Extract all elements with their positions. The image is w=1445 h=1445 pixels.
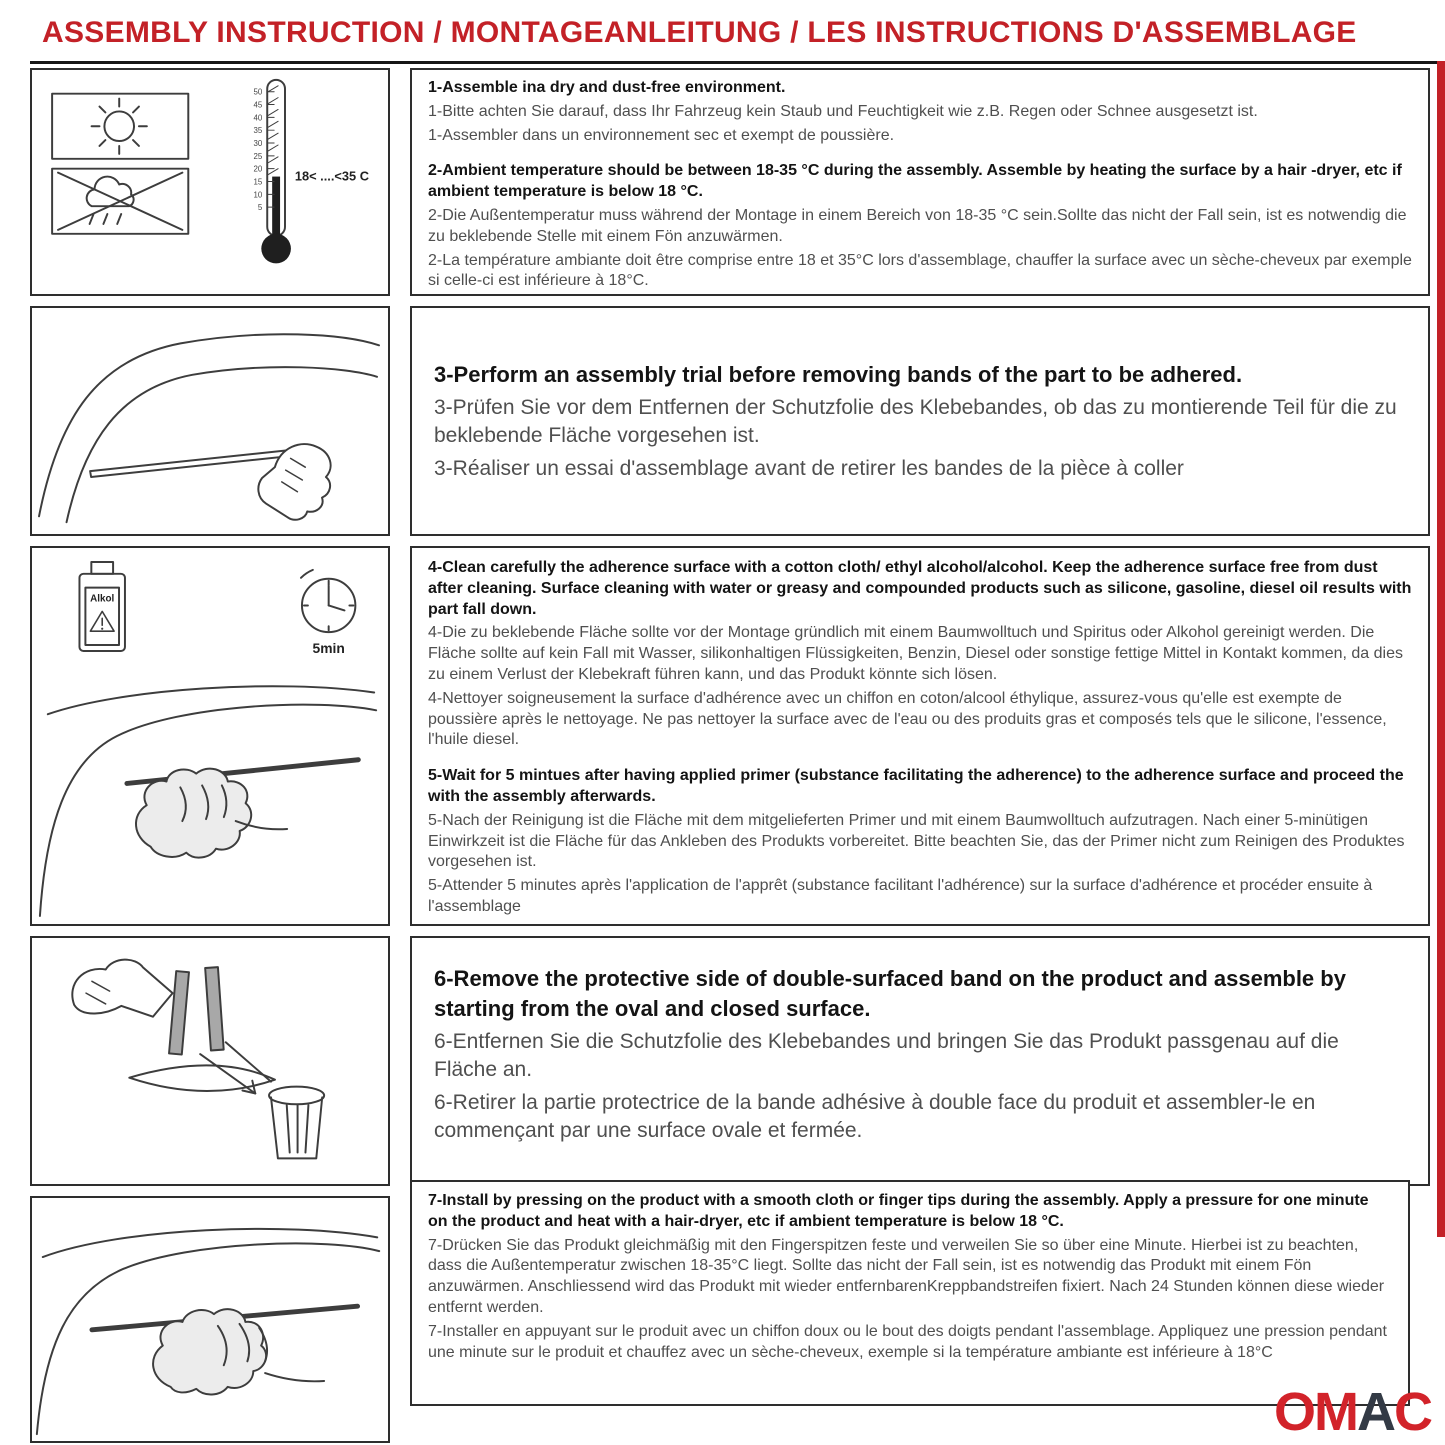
instruction-4-fr: 4-Nettoyer soigneusement la surface d'adhérence avec un chiffon en coton/alcool éthylique, assurez-vous qu'elle est exempte de poussière après le nettoyage. Ne pas nettoyer la surface avec de l'eau ou des produits gras et composés tels que le silicone, l'essence, l'huile diesel.: [428, 689, 1387, 749]
adhesive-strips: [169, 967, 224, 1054]
section-6-illustration-box: [30, 936, 390, 1186]
svg-text:40: 40: [253, 113, 263, 123]
clock-icon: [301, 570, 355, 632]
temperature-range-label: 18< ....<35 C: [294, 168, 369, 184]
instruction-1-fr: 1-Assembler dans un environnement sec et exempt de poussière.: [428, 126, 895, 144]
svg-text:20: 20: [253, 164, 263, 174]
section-4-illustration-box: [30, 546, 390, 926]
instruction-5-de: 5-Nach der Reinigung ist die Fläche mit dem mitgelieferten Primer und mit einem Baumwolltuch aufzutragen. Nach einer 5-minütigen Einwirkzeit ist die Fläche für das Ankleben des Produkts vorbereitet. Bitte beachten Sie, das der Primer nicht zum Reinigen des Produktes vorgesehen ist.: [428, 811, 1405, 871]
instruction-6-fr: 6-Retirer la partie protectrice de la bande adhésive à double face du produit et assembler-le en commençant par une surface ovale et fermée.: [434, 1090, 1316, 1143]
section-4-text-box: [410, 546, 1430, 926]
instruction-6-de: 6-Entfernen Sie die Schutzfolie des Klebebandes und bringen Sie das Produkt passgenau auf die Fläche an.: [434, 1029, 1339, 1082]
section-1-text-box: [410, 68, 1430, 296]
instruction-3-de: 3-Prüfen Sie vor dem Entfernen der Schutzfolie des Klebebandes, ob das zu montierende Teil für die zu beklebende Fläche vorgesehen ist.: [434, 395, 1397, 448]
header-divider: [30, 61, 1445, 64]
section-7-text-box: [410, 1180, 1410, 1406]
instruction-3-fr: 3-Réaliser un essai d'assemblage avant de retirer les bandes de la pièce à coller: [434, 457, 1184, 480]
right-accent-bar: [1437, 61, 1445, 1237]
svg-text:5: 5: [257, 203, 263, 213]
instruction-2-de: 2-Die Außentemperatur muss während der Montage in einem Bereich von 18-35 °C sein.Sollte das nicht der Fall sein, ist es notwendig die zu beklebende Stelle mit einem Fön anzuwärmen.: [428, 206, 1407, 245]
trash-can-icon: [269, 1087, 324, 1159]
instruction-5-en: 5-Wait for 5 mintues after having applied primer (substance facilitating the adherence) to the adherence surface and proceed the with the assembly afterwards.: [428, 767, 1404, 805]
svg-text:25: 25: [253, 151, 263, 161]
five-minutes-label: 5min: [312, 639, 345, 656]
svg-text:Alkol: Alkol: [90, 593, 115, 605]
instruction-3-en: 3-Perform an assembly trial before removing bands of the part to be adhered.: [434, 362, 1243, 387]
trial-fit-illustration: [32, 308, 388, 534]
press-cloth-hand-icon: [153, 1309, 324, 1394]
instruction-5-fr: 5-Attender 5 minutes après l'application de l'apprêt (substance facilitant l'adhérence) sur la surface d'adhérence et procéder ensuite à l'assemblage: [428, 877, 1373, 915]
climate-illustration: [32, 70, 388, 294]
section-6-text-box: [410, 936, 1430, 1186]
logo-c: C: [1394, 1382, 1431, 1442]
hand-peel-icon: [72, 960, 172, 1017]
alcohol-bottle-icon: [79, 562, 124, 651]
instruction-1-en: 1-Assemble ina dry and dust-free environment.: [428, 79, 786, 96]
sun-icon: [52, 94, 188, 159]
instruction-6-en: 6-Remove the protective side of double-surfaced band on the product and assemble by starting from the oval and closed surface.: [434, 966, 1346, 1021]
instruction-4-en: 4-Clean carefully the adherence surface with a cotton cloth/ ethyl alcohol/alcohol. Keep the adherence surface free from dust after cleaning. Surface cleaning with water or greasy and compounded products such as silicone, gasoline, diesel oil results with part fall down.: [428, 559, 1412, 618]
svg-text:15: 15: [253, 177, 263, 187]
svg-text:50: 50: [253, 87, 263, 97]
logo-a: A: [1357, 1382, 1394, 1442]
instruction-2-en: 2-Ambient temperature should be between 18-35 °C during the assembly. Assemble by heating the surface by a hair -dryer, etc if ambient temperature is below 18 °C.: [428, 162, 1402, 201]
cleaning-illustration: [32, 548, 388, 924]
instruction-4-de: 4-Die zu beklebende Fläche sollte vor der Montage gründlich mit einem Baumwolltuch und Spiritus oder Alkohol gereinigt werden. Die Fläche sollte auf kein Fall mit Wasser, silikonhaltigen Flüssigkeiten, Benzin, Diesel oder sonstige fettige Mittel in Kontakt kommen, da dies zu einem Verlust der Klebekraft führen kann, und das Produkt könnte sich lösen.: [428, 624, 1403, 683]
svg-text:35: 35: [253, 126, 263, 136]
section-3-illustration-box: [30, 306, 390, 536]
section-7-illustration-box: [30, 1196, 390, 1443]
thermometer-icon: [254, 80, 291, 264]
instruction-7-fr: 7-Installer en appuyant sur le produit avec un chiffon doux ou le bout des doigts pendant l'assemblage. Appliquez une pression pendant une minute sur le produit et chauffez avec un sèche-cheveux, exemple si la température ambiante est inférieure à 18°C: [428, 1322, 1387, 1361]
svg-text:10: 10: [253, 190, 263, 200]
logo-om: OM: [1274, 1382, 1357, 1442]
page-title: ASSEMBLY INSTRUCTION / MONTAGEANLEITUNG / LES INSTRUCTIONS D'ASSEMBLAGE: [42, 16, 1357, 49]
no-rain-icon: [52, 169, 188, 234]
instruction-2-fr: 2-La température ambiante doit être comprise entre 18 et 35°C lors d'assemblage, chauffer la surface avec un sèche-cheveux par exemple si celle-ci est inférieure à 18°C.: [428, 251, 1412, 290]
omac-logo: [1274, 1381, 1431, 1443]
instruction-7-de: 7-Drücken Sie das Produkt gleichmäßig mit den Fingerspitzen feste und verweilen Sie so über eine Minute. Hierbei ist zu beachten, dass die Außentemperatur zwischen 18-35°C liegt. Sollte das nicht der Fall sein, ist es notwendig das Produkt mit einem Fön anzuwärmen. Anschliessend wird das Produkt mit wieder entfernbarenKreppbandstreifen fixiert. Nach 24 Stunden können diese wieder entfernt werden.: [428, 1236, 1385, 1316]
instruction-7-en: 7-Install by pressing on the product with a smooth cloth or finger tips during the assembly. Apply a pressure for one minute on the product and heat with a hair-dryer, etc if ambient temperature is below 18 °C.: [428, 1192, 1369, 1230]
peel-band-illustration: [32, 938, 388, 1184]
svg-text:45: 45: [253, 100, 263, 110]
press-install-illustration: [32, 1198, 388, 1441]
section-3-text-box: [410, 306, 1430, 536]
cloth-hand-icon: [136, 769, 287, 858]
section-1-illustration-box: [30, 68, 390, 296]
svg-text:30: 30: [253, 138, 263, 148]
instruction-1-de: 1-Bitte achten Sie darauf, dass Ihr Fahrzeug kein Staub und Feuchtigkeit wie z.B. Regen oder Schnee ausgesetzt ist.: [428, 102, 1258, 120]
